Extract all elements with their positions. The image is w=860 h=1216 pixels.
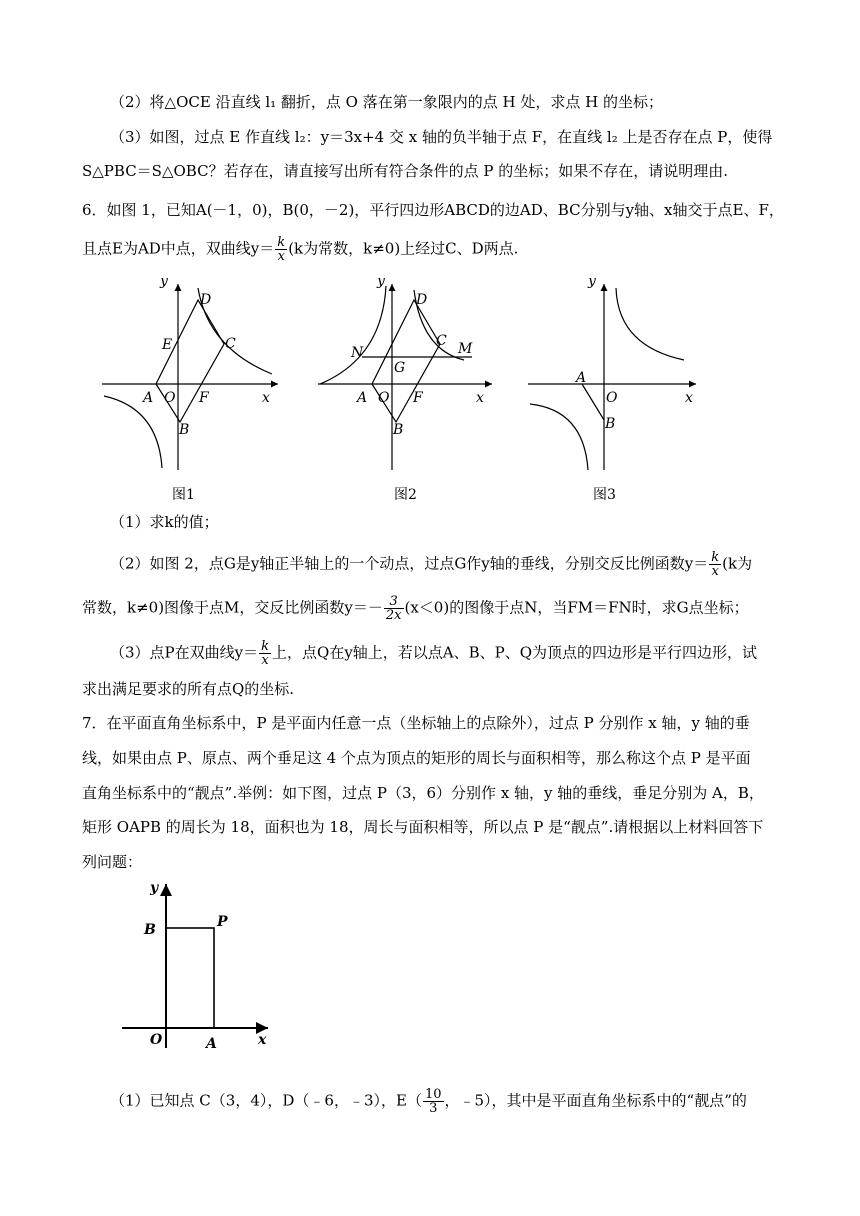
rect-label-B: B (144, 922, 156, 938)
q5-part3-line1: （3）如图，过点 E 作直线 l₂：y＝3x+4 交 x 轴的负半轴于点 F，在直线 l₂ 上是否存在点 P，使得 (110, 128, 773, 146)
fraction-k-over-x: $\frac{k}{x}$ (277, 235, 286, 264)
fig3-label-A: A (576, 370, 587, 386)
fig3-label-O: O (606, 390, 618, 406)
fig1-label-O: O (164, 390, 176, 406)
fig2-label-D: D (416, 292, 428, 308)
fig2-label-C: C (436, 333, 447, 349)
fig1-label-D: D (200, 292, 212, 308)
q7-part1 (110, 1088, 747, 1115)
q7-stem-line3: 直角坐标系中的“靓点”.举例：如下图，过点 P（3，6）分别作 x 轴，y 轴的垂线，垂足分别为 A，B， (82, 784, 764, 802)
figure-3 (526, 278, 701, 473)
q6-part2-line1 (110, 551, 752, 578)
q6-stem-line1: 6．如图 1，已知A(－1，0)，B(0，－2)，平行四边形ABCD的边AD、BC分别与y轴、x轴交于点E、F， (82, 201, 784, 219)
fig1-label-x: x (262, 390, 270, 406)
q5-part3-line2: S△PBC＝S△OBC？若存在，请直接写出所有符合条件的点 P 的坐标；如果不存在，请说明理由. (82, 162, 728, 180)
fig3-label-x: x (685, 390, 693, 406)
q6-part2-line2 (82, 595, 749, 622)
rect-label-P: P (217, 914, 228, 930)
figure-1 (100, 278, 285, 473)
q7-stem-line2: 线，如果由点 P、原点、两个垂足这 4 个点为顶点的矩形的周长与面积相等，那么称这个点 P 是平面 (82, 749, 751, 767)
q6-part3-text-b: 上，点Q在y轴上，若以点A、B、P、Q为顶点的四边形是平行四边形，试 (272, 643, 758, 662)
fig3-label-B: B (605, 416, 616, 432)
fig2-label-G: G (394, 360, 406, 376)
rect-label-y: y (150, 880, 159, 896)
fig2-label-y: y (377, 278, 385, 289)
fig1-label-A: A (143, 390, 154, 406)
q7-stem-line4: 矩形 OAPB 的周长为 18，面积也为 18，周长与面积相等，所以点 P 是“靓点”.请根据以上材料回答下 (82, 818, 764, 836)
q7-stem-line5: 列问题： (82, 853, 143, 871)
fig2-label-F: F (413, 390, 423, 406)
fig2-label-O: O (378, 390, 390, 406)
q6-part2-text-d: (x＜0)的图像于点N，当FM＝FN时，求G点坐标； (404, 598, 749, 617)
q6-stem-text-b: (k为常数，k≠0)上经过C、D两点. (288, 239, 519, 258)
q7-part1-text-b: ，﹣5），其中是平面直角坐标系中的“靓点”的 (444, 1091, 747, 1110)
fig2-label-x: x (476, 390, 484, 406)
q5-part2: （2）将△OCE 沿直线 l₁ 翻折，点 O 落在第一象限内的点 H 处，求点 H 的坐标； (110, 93, 663, 111)
q6-stem-text-a: 且点E为AD中点，双曲线y＝ (82, 239, 275, 258)
figure-1-caption: 图1 (172, 487, 195, 503)
fig2-label-B: B (393, 422, 404, 438)
fig1-label-y: y (160, 278, 168, 289)
q7-stem-line1: 7．在平面直角坐标系中，P 是平面内任意一点（坐标轴上的点除外），过点 P 分别作 x 轴，y 轴的垂 (82, 714, 750, 732)
q6-part1: （1）求k的值； (110, 513, 219, 531)
q6-part2-text-b: (k为 (722, 554, 753, 573)
q7-part1-text-a: （1）已知点 C（3，4），D（﹣6，﹣3），E（ (110, 1091, 422, 1110)
rect-label-A: A (206, 1036, 217, 1051)
figure-2 (314, 278, 499, 473)
fraction-k-over-x: $\frac{k}{x}$ (261, 639, 270, 668)
rect-label-x: x (258, 1032, 267, 1048)
rect-label-O: O (150, 1032, 163, 1048)
q6-part3-line2: 求出满足要求的所有点Q的坐标. (82, 680, 295, 698)
figure-rectangle-oapb (118, 876, 278, 1051)
fig1-label-F: F (199, 390, 209, 406)
q6-stem-line2 (82, 236, 518, 263)
fig1-label-E: E (162, 337, 173, 353)
fig2-label-A: A (357, 390, 368, 406)
figure-2-caption: 图2 (394, 487, 417, 503)
figure-3-caption: 图3 (593, 487, 616, 503)
fig2-label-N: N (351, 345, 364, 361)
fraction-k-over-x: $\frac{k}{x}$ (711, 550, 720, 579)
fig1-label-C: C (225, 336, 236, 352)
q6-part3-line1 (110, 640, 757, 667)
fig2-label-M: M (458, 341, 473, 357)
q6-part2-text-a: （2）如图 2，点G是y轴正半轴上的一个动点，过点G作y轴的垂线，分别交反比例函数y＝ (110, 554, 709, 573)
fraction-3-over-2x: $\frac{3}{2x}$ (385, 594, 402, 623)
fraction-10-over-3: $\frac{10}{3}$ (424, 1087, 442, 1116)
fig1-label-B: B (179, 422, 190, 438)
q6-part3-text-a: （3）点P在双曲线y＝ (110, 643, 259, 662)
fig3-label-y: y (588, 278, 596, 289)
q6-part2-text-c: 常数，k≠0)图像于点M，交反比例函数y＝－ (82, 598, 383, 617)
